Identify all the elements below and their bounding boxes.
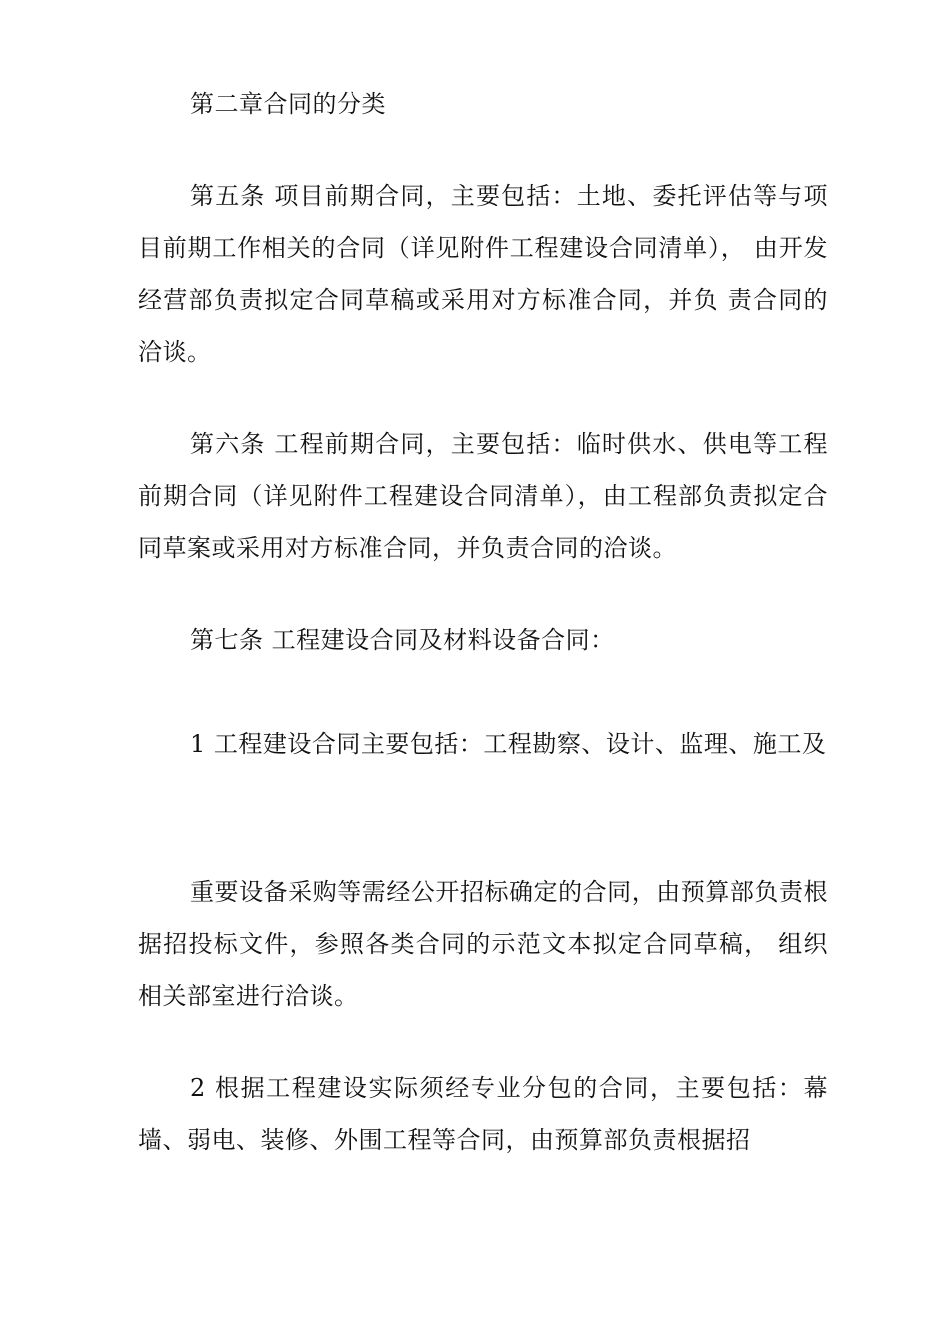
paragraph-article-6: 第六条 工程前期合同，主要包括：临时供水、供电等工程前期合同（详见附件工程建设合同清单），由工程部负责拟定合同草案或采用对方标准合同，并负责合同的洽谈。: [138, 430, 828, 562]
paragraph-item-1-continued: 重要设备采购等需经公开招标确定的合同，由预算部负责根据招投标文件，参照各类合同的示范文本拟定合同草稿， 组织相关部室进行洽谈。: [138, 878, 828, 1010]
paragraph-article-7: 第七条 工程建设合同及材料设备合同：: [190, 626, 615, 654]
paragraph-item-2: 2 根据工程建设实际须经专业分包的合同，主要包括：幕墙、弱电、装修、外围工程等合同，由预算部负责根据招: [138, 1074, 828, 1154]
chapter-title: 第二章合同的分类: [190, 90, 386, 118]
paragraph-item-1: 1 工程建设合同主要包括：工程勘察、设计、监理、施工及: [190, 730, 827, 758]
paragraph-article-5: 第五条 项目前期合同，主要包括：土地、委托评估等与项目前期工作相关的合同（详见附件工程建设合同清单）， 由开发经营部负责拟定合同草稿或采用对方标准合同，并负 责合同的洽谈。: [138, 182, 828, 366]
